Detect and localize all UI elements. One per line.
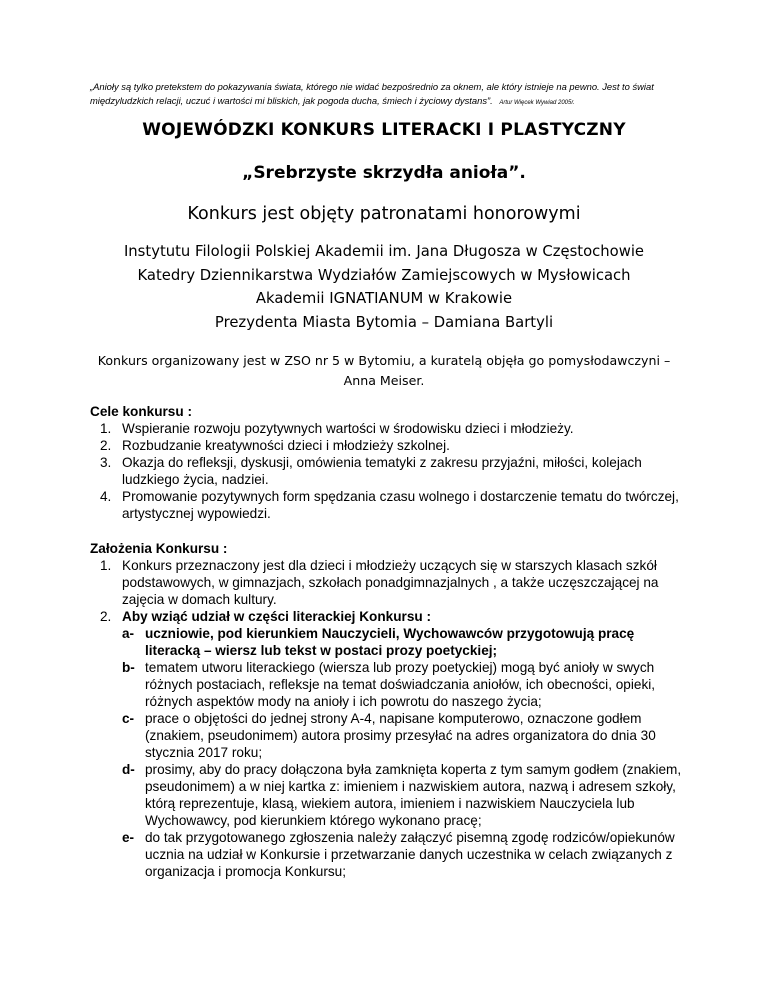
goal-item: [90, 420, 690, 437]
requirement-letter: a-: [122, 626, 135, 641]
goals-heading: Cele konkursu :: [90, 404, 192, 419]
goal-item: [90, 454, 690, 488]
rules-heading: Założenia Konkursu :: [90, 541, 228, 556]
literary-requirements-list: [90, 625, 690, 880]
requirement-letter: b-: [122, 660, 135, 675]
requirement-text: do tak przygotowanego zgłoszenia należy załączyć pisemną zgodę rodziców/opiekunów ucznia na udział w Konkursie i przetwarzanie danych uczestnika w celach związanych z organizacja i promocja Konkursu;: [145, 830, 675, 879]
rule-number: 1.: [100, 558, 112, 573]
goals-section: [90, 403, 690, 522]
rule-text: Konkurs przeznaczony jest dla dzieci i młodzieży uczących się w starszych klasach szkół podstawowych, w gimnazjach, szkołach ponadgimnazjalnych , a także uczęszczającej na zajęcia w domach kultury.: [122, 558, 659, 607]
patronage-statement: Konkurs jest objęty patronatami honorowymi: [187, 204, 581, 224]
rules-section: [90, 540, 690, 880]
rule-item: [90, 557, 690, 608]
goal-text: Promowanie pozytywnych form spędzania czasu wolnego i dostarczenie tematu do twórczej, artystycznej wypowiedzi.: [122, 489, 679, 521]
requirement-letter: e-: [122, 830, 135, 845]
epigraph-credit: Artur Więcek Wywiad 2005r.: [499, 100, 575, 106]
patron-item: Akademii IGNATIANUM w Krakowie: [255, 290, 513, 307]
rule-text: Aby wziąć udział w części literackiej Konkursu :: [122, 609, 431, 624]
requirement-text: prosimy, aby do pracy dołączona była zamknięta koperta z tym samym godłem (znakiem, pseudonimem) a w niej kartka z: imieniem i nazwiskiem autora, nazwą i adresem szkoły, którą reprezentuje, klasą, wiekiem autora, imieniem i nazwiskiem Nauczyciela lub Wychowawcy, pod kierunkiem którego wykonano pracę;: [145, 762, 682, 828]
rule-item: [90, 608, 690, 625]
requirement-text: uczniowie, pod kierunkiem Nauczycieli, Wychowawców przygotowują pracę literacką – wiersz lub tekst w postaci prozy poetyckiej;: [145, 626, 635, 658]
goal-number: 4.: [100, 489, 112, 504]
requirement-text: prace o objętości do jednej strony A-4, napisane komputerowo, oznaczone godłem (znakiem, pseudonimem) autora prosimy przesyłać na adres organizatora do dnia 30 stycznia 2017 roku;: [145, 711, 656, 760]
organizer-note: Konkurs organizowany jest w ZSO nr 5 w Bytomiu, a kuratelą objęła go pomysłodawczyni – Anna Meiser.: [97, 353, 671, 388]
patron-item: Instytutu Filologii Polskiej Akademii im. Jana Długosza w Częstochowie: [123, 243, 645, 260]
goal-number: 1.: [100, 421, 112, 436]
patron-item: Katedry Dziennikarstwa Wydziałów Zamiejscowych w Mysłowicach: [137, 266, 631, 284]
goal-text: Wspieranie rozwoju pozytywnych wartości w środowisku dzieci i młodzieży.: [122, 421, 574, 436]
requirement-item: [90, 829, 690, 880]
requirement-item: [90, 761, 690, 829]
goal-number: 3.: [100, 455, 112, 470]
goal-item: [90, 488, 690, 522]
requirement-letter: d-: [122, 762, 135, 777]
requirement-text: tematem utworu literackiego (wiersza lub prozy poetyckiej) mogą być anioły w swych różnych postaciach, refleksje na temat doświadczania aniołów, ich obecności, opieki, różnych aspektów mody na anioły i ich powrotu do naszego życia;: [145, 660, 656, 709]
goal-number: 2.: [100, 438, 112, 453]
requirement-item: [90, 659, 690, 710]
goals-list: [90, 420, 690, 522]
epigraph-quote: „Anioły są tylko pretekstem do pokazywania świata, którego nie widać bezpośrednio za oknem, ale który istnieje na pewno. Jest to świat międzyludzkich relacji, uczuć i wartości mi bliskich, jak pogoda ducha, śmiech i życiowy dystans”.: [90, 81, 654, 106]
patron-item: Prezydenta Miasta Bytomia – Damiana Bartyli: [214, 313, 554, 331]
patrons-list: [60, 240, 708, 334]
epigraph: [90, 80, 690, 110]
rule-number: 2.: [100, 609, 112, 624]
requirement-item: [90, 710, 690, 761]
requirement-item: [90, 625, 690, 659]
goal-item: [90, 437, 690, 454]
goal-text: Rozbudzanie kreatywności dzieci i młodzieży szkolnej.: [122, 438, 450, 453]
contest-subtitle: „Srebrzyste skrzydła anioła”.: [242, 163, 526, 183]
goal-text: Okazja do refleksji, dyskusji, omówienia tematyki z zakresu przyjaźni, miłości, kolejach ludzkiego życia, nadziei.: [122, 455, 642, 487]
requirement-letter: c-: [122, 711, 135, 726]
document-title: WOJEWÓDZKI KONKURS LITERACKI I PLASTYCZNY: [142, 120, 626, 140]
rules-list: [90, 557, 690, 625]
